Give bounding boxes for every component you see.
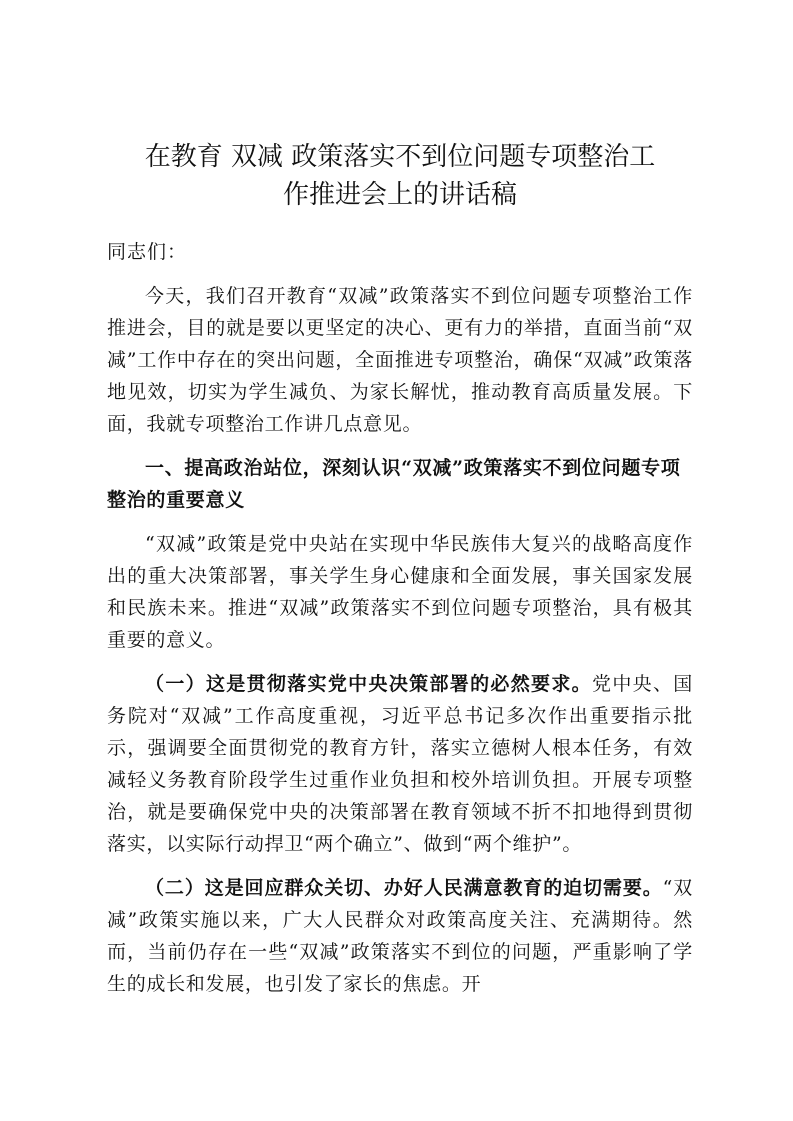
paragraph-body: “双减”政策实施以来，广大人民群众对政策高度关注、充满期待。然而，当前仍存在一些“双减”政策落实不到位的问题，严重影响了学生的成长和发展，也引发了家长的焦虑。开 [107, 877, 693, 995]
document-body [107, 138, 693, 1000]
paragraph-significance [107, 528, 693, 656]
title-line-1: 在教育 双减 政策落实不到位问题专项整治工 [144, 142, 656, 172]
paragraph-text: 今天，我们召开教育“双减”政策落实不到位问题专项整治工作推进会，目的就是要以更坚定的决心、更有力的举措，直面当前“双减”工作中存在的突出问题，全面推进专项整治，确保“双减”政策落地见效，切实为学生减负、为家长解忧，推动教育高质量发展。下面，我就专项整治工作讲几点意见。 [107, 285, 693, 435]
paragraph-lead: （一）这是贯彻落实党中央决策部署的必然要求。 [145, 673, 593, 695]
section-heading-text: 一、提高政治站位，深刻认识“双减”政策落实不到位问题专项整治的重要意义 [107, 457, 681, 511]
paragraph-text [107, 668, 693, 860]
document-title [107, 138, 693, 214]
paragraph-text: “双减”政策是党中央站在实现中华民族伟大复兴的战略高度作出的重大决策部署，事关学生身心健康和全面发展，事关国家发展和民族未来。推进“双减”政策落实不到位问题专项整治，具有极其重要的意义。 [107, 533, 693, 651]
paragraph-point-2 [107, 872, 693, 1000]
section-heading-1 [107, 452, 693, 516]
paragraph-point-1 [107, 668, 693, 860]
paragraph-intro [107, 280, 693, 440]
paragraph-text [107, 872, 693, 1000]
title-line-2: 作推进会上的讲话稿 [282, 180, 517, 210]
paragraph-body: 党中央、国务院对“双减”工作高度重视，习近平总书记多次作出重要指示批示，强调要全面贯彻党的教育方针，落实立德树人根本任务，有效减轻义务教育阶段学生过重作业负担和校外培训负担。开展专项整治，就是要确保党中央的决策部署在教育领域不折不扣地得到贯彻落实，以实际行动捍卫“两个确立”、做到“两个维护”。 [107, 673, 693, 855]
paragraph-lead: （二）这是回应群众关切、办好人民满意教育的迫切需要。 [145, 877, 663, 899]
salutation: 同志们： [107, 241, 188, 263]
